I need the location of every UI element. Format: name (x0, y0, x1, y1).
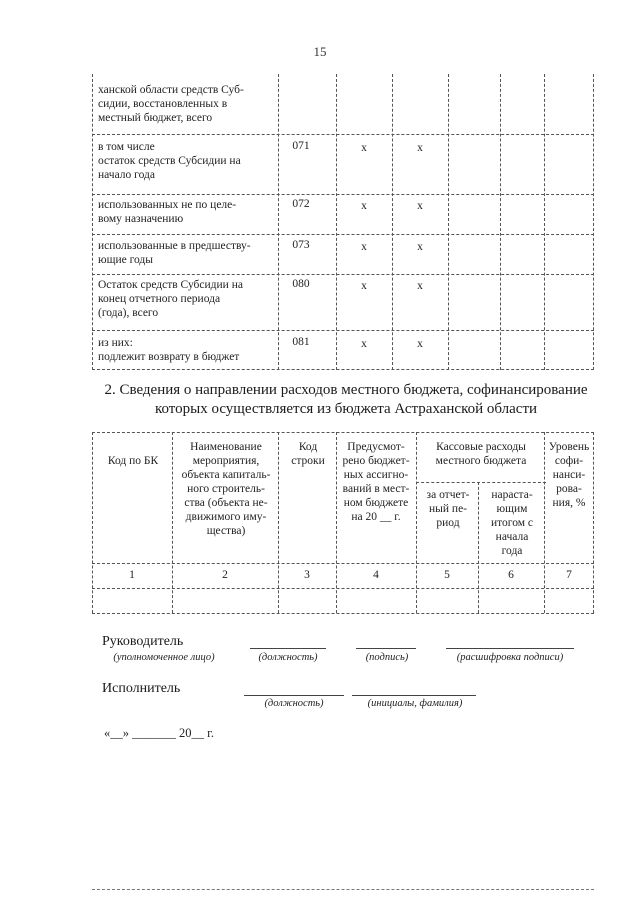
table-divider (92, 432, 93, 613)
table-divider (392, 74, 393, 370)
row-label: использованные в предшеству- ющие годы (98, 240, 251, 266)
row-code: 081 (292, 336, 310, 348)
table-subsidy-balance (92, 74, 594, 370)
initsialy-line (352, 695, 476, 696)
table-divider (593, 74, 594, 370)
cell-x: x (417, 338, 423, 350)
table-row (92, 274, 594, 275)
cell-x: x (417, 142, 423, 154)
initsialy-caption: (инициалы, фамилия) (367, 698, 463, 709)
podpis-caption: (подпись) (365, 652, 409, 663)
column-number: 1 (129, 569, 135, 581)
table-divider (278, 74, 279, 370)
header-narastayushchim: нараста- ющим итогом с начала года (491, 489, 533, 557)
section-2-heading (96, 381, 596, 419)
rukovoditel-label: Руководитель (102, 634, 184, 649)
dolzhnost2-line (244, 695, 344, 696)
table-row (92, 369, 594, 370)
row-label: из них: подлежит возврату в бюджет (98, 337, 240, 363)
page-number: 15 (313, 44, 327, 59)
header-kod-bk: Код по БК (107, 455, 159, 467)
column-number: 7 (566, 569, 572, 581)
dolzhnost2-caption: (должность) (264, 698, 324, 709)
dolzhnost-caption: (должность) (258, 652, 318, 663)
column-number: 2 (222, 569, 228, 581)
date-line: «__» _______ 20__ г. (104, 726, 214, 740)
bottom-rule (92, 889, 594, 890)
header-predusmotreno: Предусмот- рено бюджет- ных ассигно- ваний в мест- ном бюджете на 20 __ г. (342, 441, 410, 523)
row-code: 073 (292, 239, 310, 251)
cell-x: x (417, 280, 423, 292)
header-uroven: Уровень софи- нанси- рова- ния, % (548, 441, 590, 509)
cell-x: x (417, 200, 423, 212)
table-divider (92, 613, 594, 614)
cell-x: x (361, 142, 367, 154)
rasshifrovka-caption: (расшифровка подписи) (456, 652, 564, 663)
rukovoditel-sub-caption: (уполномоченное лицо) (113, 652, 215, 663)
table-row (92, 330, 594, 331)
row-label: в том числе остаток средств Субсидии на начало года (98, 141, 241, 181)
table-divider (336, 74, 337, 370)
cell-x: x (417, 241, 423, 253)
cell-x: x (361, 338, 367, 350)
podpis-line (356, 648, 416, 649)
table-divider (448, 74, 449, 370)
table-divider (172, 432, 173, 613)
header-kassovye: Кассовые расходы местного бюджета (435, 441, 527, 467)
table-divider (478, 482, 479, 613)
row-label: использованных не по целе- вому назначению (98, 199, 237, 225)
column-number: 3 (304, 569, 310, 581)
row-code: 072 (292, 198, 310, 210)
table-divider (416, 432, 417, 613)
table-row (92, 234, 594, 235)
row-code: 071 (292, 140, 310, 152)
cell-x: x (361, 241, 367, 253)
row-label: Остаток средств Субсидии на конец отчетного периода (года), всего (98, 279, 243, 319)
table-expenditure (92, 430, 594, 616)
table-divider (92, 588, 594, 589)
column-number: 5 (444, 569, 450, 581)
section-2-title-line1: 2. Сведения о направлении расходов местного бюджета, софинансирование (104, 382, 588, 398)
row-label: ханской области средств Суб- сидии, восстановленных в местный бюджет, всего (98, 84, 244, 124)
row-code: 080 (292, 278, 310, 290)
table-divider (92, 74, 93, 370)
header-kod-stroki: Код строки (291, 441, 325, 467)
cell-x: x (361, 280, 367, 292)
cell-x: x (361, 200, 367, 212)
table-divider (278, 432, 279, 613)
table-row (92, 134, 594, 135)
rasshifrovka-line (446, 648, 574, 649)
table-row (92, 194, 594, 195)
header-naimenovanie: Наименование мероприятия, объекта капиталь- ного строитель- ства (объекта не- движимого иму- щества) (181, 441, 271, 537)
table-divider (416, 482, 546, 483)
column-number: 4 (373, 569, 379, 581)
ispolnitel-label: Исполнитель (102, 681, 181, 696)
header-za-otchetny: за отчет- ный пе- риод (426, 489, 470, 529)
dolzhnost-line (250, 648, 326, 649)
table-divider (92, 563, 594, 564)
table-divider (500, 74, 501, 370)
table-divider (92, 432, 594, 433)
section-2-title-line2: которых осуществляется из бюджета Астраханской области (154, 401, 538, 417)
table-divider (544, 74, 545, 370)
column-number: 6 (508, 569, 514, 581)
